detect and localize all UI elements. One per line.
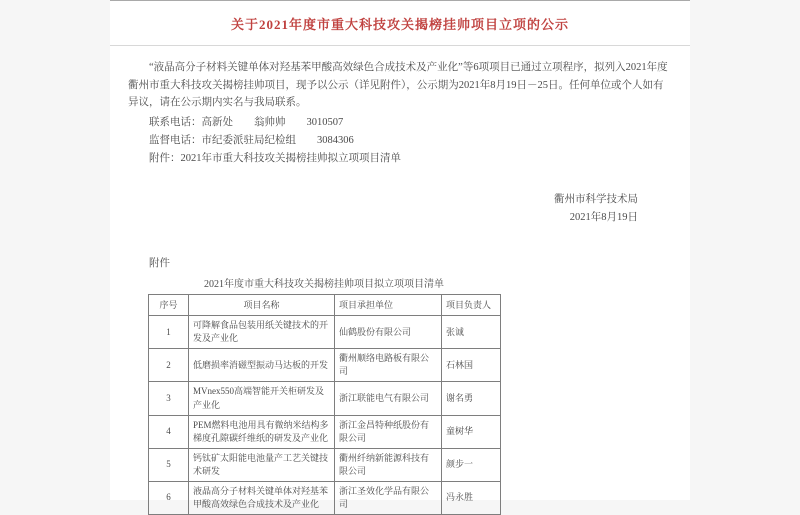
cell-index: 1 <box>149 316 189 349</box>
document-content <box>110 59 690 515</box>
signature-org: 衢州市科学技术局 <box>554 193 638 205</box>
header-organization: 项目承担单位 <box>335 295 442 316</box>
signature-date: 2021年8月19日 <box>569 211 638 223</box>
table-row <box>149 316 501 349</box>
cell-organization: 仙鹤股份有限公司 <box>335 316 442 349</box>
cell-organization: 衢州纤纳新能源科技有限公司 <box>335 448 442 481</box>
table-row <box>149 448 501 481</box>
cell-leader: 颜步一 <box>442 448 501 481</box>
header-project-name: 项目名称 <box>189 295 335 316</box>
cell-project-name: 钙钛矿太阳能电池量产工艺关键技术研发 <box>189 448 335 481</box>
table-row <box>149 382 501 415</box>
cell-leader: 谢名勇 <box>442 382 501 415</box>
cell-index: 6 <box>149 481 189 514</box>
table-title: 2021年度市重大科技攻关揭榜挂帅项目拟立项项目清单 <box>204 279 444 291</box>
header-leader: 项目负责人 <box>442 295 501 316</box>
attachment-section <box>128 255 672 515</box>
cell-project-name: MVnex550高端智能开关柜研发及产业化 <box>189 382 335 415</box>
cell-leader: 石林国 <box>442 349 501 382</box>
header-index: 序号 <box>149 295 189 316</box>
project-table <box>148 294 501 515</box>
table-row <box>149 481 501 514</box>
cell-leader: 童树华 <box>442 415 501 448</box>
attachment-ref-line: 附件：2021年市重大科技攻关揭榜挂帅拟立项项目清单 <box>149 153 401 165</box>
table-row <box>149 349 501 382</box>
signature-block <box>128 191 672 228</box>
announcement-body <box>128 59 672 112</box>
supervise-phone-line: 监督电话：市纪委派驻局纪检组 3084306 <box>149 135 354 147</box>
cell-project-name: 低磨损率消磁型振动马达板的开发 <box>189 349 335 382</box>
cell-project-name: PEM燃料电池用具有微纳米结构多梯度孔隙碳纤维纸的研发及产业化 <box>189 415 335 448</box>
contact-phone-line: 联系电话：高新处 翁帅帅 3010507 <box>149 116 344 128</box>
contact-block <box>128 115 672 167</box>
cell-organization: 衢州顺络电路板有限公司 <box>335 349 442 382</box>
project-table-body <box>149 316 501 515</box>
table-row <box>149 415 501 448</box>
cell-index: 2 <box>149 349 189 382</box>
title-divider <box>110 45 690 46</box>
cell-organization: 浙江圣效化学品有限公司 <box>335 481 442 514</box>
cell-organization: 浙江联能电气有限公司 <box>335 382 442 415</box>
cell-project-name: 可降解食品包装用纸关键技术的开发及产业化 <box>189 316 335 349</box>
table-header-row <box>149 295 501 316</box>
cell-leader: 冯永胜 <box>442 481 501 514</box>
project-table-wrap <box>148 275 500 515</box>
cell-index: 4 <box>149 415 189 448</box>
announcement-paragraph: “液晶高分子材料关键单体对羟基苯甲酸高效绿色合成技术及产业化”等6项项目已通过立项程序，拟列入2021年度衢州市重大科技攻关揭榜挂帅项目，现予以公示（详见附件），公示期为2021年8月19日－25日。任何单位或个人如有异议，请在公示期内实名与我局联系。 <box>128 62 668 109</box>
document-page <box>110 0 690 509</box>
cell-leader: 张诚 <box>442 316 501 349</box>
cell-organization: 浙江金昌特种纸股份有限公司 <box>335 415 442 448</box>
cell-project-name: 液晶高分子材料关键单体对羟基苯甲酸高效绿色合成技术及产业化 <box>189 481 335 514</box>
attachment-label: 附件 <box>149 258 170 270</box>
page-title: 关于2021年度市重大科技攻关揭榜挂帅项目立项的公示 <box>230 17 569 32</box>
cell-index: 5 <box>149 448 189 481</box>
cell-index: 3 <box>149 382 189 415</box>
